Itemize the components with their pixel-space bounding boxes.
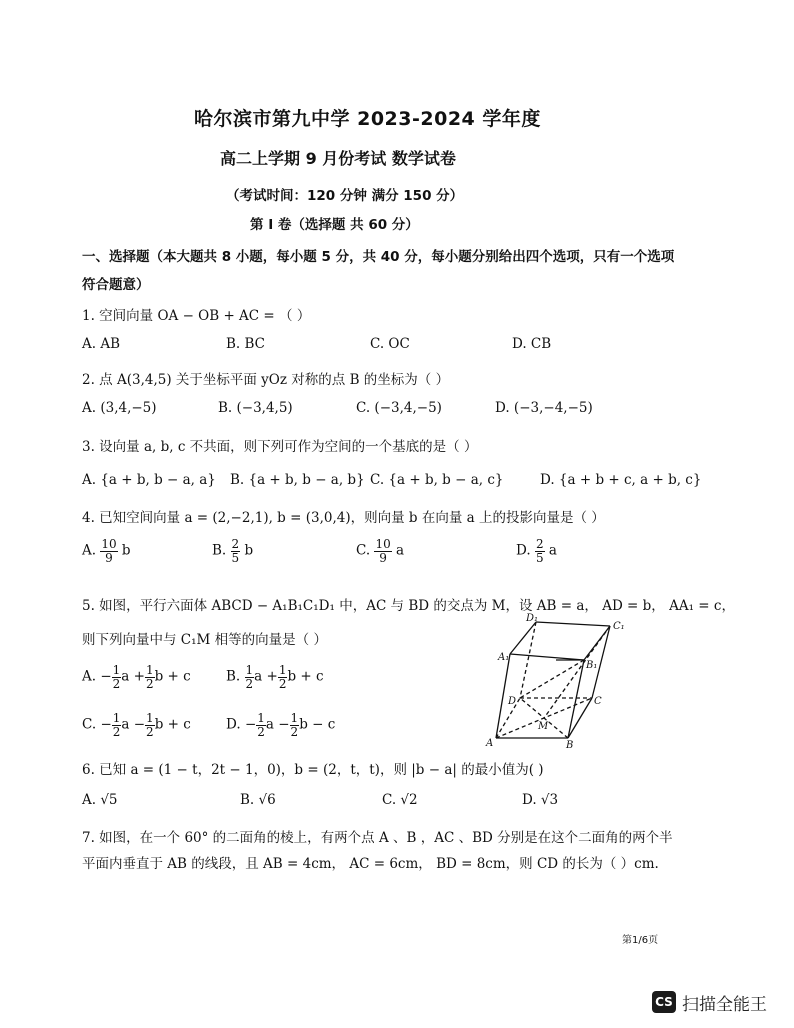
q4-d-den: 5 (535, 550, 544, 565)
q5-b-frac2 (278, 664, 288, 690)
question-7-stem-line2: 平面内垂直于 AB 的线段，且 AB = 4cm， AC = 6cm， BD = 8cm，则 CD 的长为（ ）cm. (82, 856, 659, 872)
q4-b-fraction (231, 538, 241, 564)
q5-b-t2: a + (254, 668, 278, 685)
q5-option-a (82, 664, 191, 690)
q5-a-t1: − (100, 668, 112, 685)
exam-info: （考试时间：120 分钟 满分 150 分） (226, 188, 464, 204)
q2-option-a: A. (3,4,−5) (82, 400, 157, 416)
q4-option-b (212, 538, 253, 564)
q4-option-c (356, 538, 404, 564)
q4-a-label: A. (82, 542, 97, 559)
q4-a-vector: b (121, 542, 131, 559)
scanner-watermark (652, 989, 767, 1015)
q5-c-frac1-num: 1 (112, 711, 121, 725)
q1-option-b: B. BC (226, 336, 266, 352)
q5-option-d (226, 712, 335, 738)
q5-d-frac2-num: 1 (290, 711, 299, 725)
q6-option-a: A. √5 (82, 792, 118, 808)
q5-b-frac1-den: 2 (245, 676, 254, 691)
q5-a-frac2 (145, 664, 155, 690)
edge-b1-b (568, 660, 584, 738)
label-c1: C₁ (613, 621, 625, 632)
q5-b-frac1-num: 1 (245, 663, 254, 677)
question-1-stem: 1. 空间向量 OA − OB + AC = （ ） (82, 308, 311, 324)
label-b: B (566, 740, 574, 751)
diag-b1-d (520, 660, 584, 698)
q5-a-frac1-den: 2 (112, 676, 121, 691)
page-number: 第1/6页 (622, 935, 659, 946)
exam-title: 高二上学期 9 月份考试 数学试卷 (220, 149, 456, 168)
q3-option-c: C. {a + b, b − a, c} (370, 472, 504, 488)
q4-c-fraction (374, 538, 391, 564)
q4-d-fraction (535, 538, 545, 564)
q5-c-frac2 (145, 712, 155, 738)
q1-option-c: C. OC (370, 336, 410, 352)
q5-c-t2: a − (121, 716, 146, 733)
question-7-stem-line1: 7. 如图，在一个 60° 的二面角的棱上，有两个点 A 、B ，AC 、BD 分别是在这个二面角的两个半 (82, 830, 673, 846)
q4-d-num: 2 (535, 537, 544, 551)
q4-b-vector: b (244, 542, 254, 559)
q3-option-a: A. {a + b, b − a, a} (82, 472, 216, 488)
q5-d-t3: b − c (299, 716, 336, 733)
q4-c-label: C. (356, 542, 371, 559)
q4-a-fraction (100, 538, 117, 564)
q4-option-d (516, 538, 557, 564)
q5-a-t2: a + (121, 668, 145, 685)
question-6-stem: 6. 已知 a = (1 − t，2t − 1，0)，b = (2，t，t)，则 |b − a| 的最小值为( ) (82, 762, 544, 778)
q1-option-a: A. AB (82, 336, 121, 352)
q5-a-t3: b + c (154, 668, 191, 685)
q5-c-label: C. (82, 716, 97, 733)
q5-c-frac2-num: 1 (146, 711, 154, 725)
q5-a-frac1-num: 1 (112, 663, 121, 677)
question-2-stem: 2. 点 A(3,4,5) 关于坐标平面 yOz 对称的点 B 的坐标为（ ） (82, 372, 450, 388)
q4-b-num: 2 (231, 537, 240, 551)
q6-option-b: B. √6 (240, 792, 276, 808)
question-4-stem: 4. 已知空间向量 a = (2,−2,1), b = (3,0,4)，则向量 b 在向量 a 上的投影向量是（ ） (82, 510, 605, 526)
label-d: D (508, 696, 517, 707)
q5-b-label: B. (226, 668, 241, 685)
label-c: C (594, 696, 602, 707)
edge-d1-d (520, 622, 536, 698)
q5-b-frac2-num: 1 (278, 663, 287, 677)
q5-d-label: D. (226, 716, 241, 733)
camscanner-logo: CS (652, 991, 676, 1013)
question-5-stem-line2: 则下列向量中与 C₁M 相等的向量是（ ） (82, 632, 327, 648)
q5-c-t3: b + c (154, 716, 191, 733)
q4-d-vector: a (548, 542, 557, 559)
q5-option-c (82, 712, 191, 738)
q4-c-num: 10 (375, 537, 391, 551)
label-a: A (486, 738, 494, 749)
q5-c-frac1 (112, 712, 122, 738)
q5-d-frac2-den: 2 (290, 724, 299, 739)
school-title: 哈尔滨市第九中学 2023-2024 学年度 (194, 108, 541, 130)
section-heading-line2: 符合题意） (82, 277, 150, 293)
q4-a-num: 10 (101, 537, 117, 551)
q2-option-b: B. (−3,4,5) (218, 400, 293, 416)
label-d1: D₁ (526, 613, 539, 624)
q4-option-a (82, 538, 131, 564)
q2-option-c: C. (−3,4,−5) (356, 400, 442, 416)
section-heading-line1: 一、选择题（本大题共 8 小题，每小题 5 分，共 40 分，每小题分别给出四个选项，只有一个选项 (82, 249, 675, 265)
q4-c-vector: a (396, 542, 405, 559)
q5-a-frac2-den: 2 (145, 676, 154, 691)
label-b1: B₁ (586, 660, 598, 671)
q5-a-label: A. (82, 668, 97, 685)
q5-d-frac2 (290, 712, 300, 738)
q4-a-den: 9 (105, 550, 113, 565)
q4-d-label: D. (516, 542, 531, 559)
q5-b-t3: b + c (287, 668, 324, 685)
q5-option-b (226, 664, 324, 690)
q5-d-frac1-num: 1 (257, 711, 265, 725)
volume-title: 第 I 卷（选择题 共 60 分） (250, 217, 419, 233)
q5-d-frac1-den: 2 (257, 724, 265, 739)
q2-option-d: D. (−3,−4,−5) (495, 400, 593, 416)
q3-option-b: B. {a + b, b − a, b} (230, 472, 365, 488)
q3-option-d: D. {a + b + c, a + b, c} (540, 472, 702, 488)
question-3-stem: 3. 设向量 a, b, c 不共面，则下列可作为空间的一个基底的是（ ） (82, 439, 478, 455)
q6-option-d: D. √3 (522, 792, 559, 808)
q6-option-c: C. √2 (382, 792, 418, 808)
edge-d1-c1 (536, 622, 610, 626)
q5-d-frac1 (256, 712, 266, 738)
question-5-stem-line1: 5. 如图，平行六面体 ABCD − A₁B₁C₁D₁ 中，AC 与 BD 的交点为 M，设 AB = a， AD = b， AA₁ = c， (82, 598, 735, 614)
q5-d-t2: a − (265, 716, 290, 733)
q5-c-frac2-den: 2 (146, 724, 154, 739)
q5-c-t1: − (100, 716, 112, 733)
q4-b-label: B. (212, 542, 227, 559)
label-a1: A₁ (498, 652, 510, 663)
q5-d-t1: − (244, 716, 257, 733)
q1-option-d: D. CB (512, 336, 552, 352)
parallelepiped-figure (480, 612, 640, 752)
q4-b-den: 5 (231, 550, 240, 565)
q5-b-frac2-den: 2 (278, 676, 287, 691)
q5-c-frac1-den: 2 (112, 724, 121, 739)
q5-b-frac1 (245, 664, 255, 690)
q5-a-frac2-num: 1 (145, 663, 154, 677)
q5-a-frac1 (112, 664, 122, 690)
q4-c-den: 9 (379, 550, 387, 565)
camscanner-text: 扫描全能王 (682, 994, 767, 1015)
label-m: M (538, 721, 549, 732)
edge-a1-b1 (510, 654, 584, 660)
